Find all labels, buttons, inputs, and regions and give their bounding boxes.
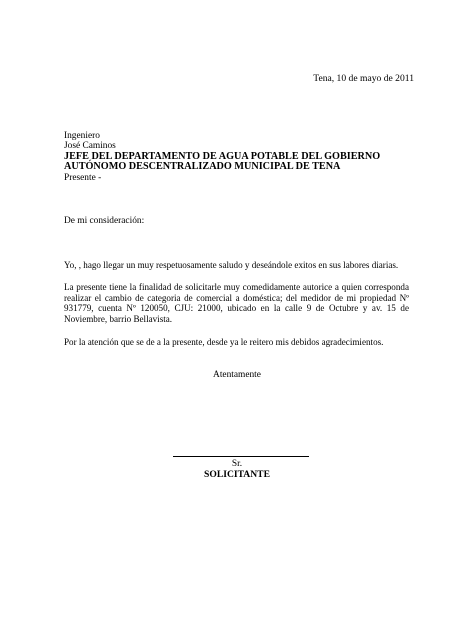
recipient-title-line-1: JEFE DEL DEPARTAMENTO DE AGUA POTABLE DEL GOBIERNO: [64, 150, 381, 162]
letter-date: Tena, 10 de mayo de 2011: [313, 73, 414, 84]
signature-prefix: Sr.: [231, 459, 243, 469]
signature-role: SOLICITANTE: [204, 468, 270, 480]
body-paragraph-2: La presente tiene la finalidad de solicitarle muy comedidamente autorice a quien corresponda realizar el cambio de categoria de comercial a doméstica; del medidor de mi propiedad Nº 931779, cuenta Nº 120050, CJU: 21000, ubicado en la calle 9 de Octubre y av. 15 de Noviembre, barrio Bellavista.: [64, 282, 409, 324]
body-paragraph-3: Por la atención que se de a la presente, desde ya le reitero mis debidos agradecimientos.: [64, 337, 384, 347]
letter-greeting: De mi consideración:: [64, 216, 145, 226]
body-paragraph-1: Yo, , hago llegar un muy respetuosamente saludo y deseándole exitos en sus labores diarias.: [64, 260, 399, 270]
recipient-honorific: Ingeniero: [64, 131, 100, 141]
signature-block: [0, 459, 474, 480]
recipient-presente: Presente -: [64, 172, 102, 183]
letter-closing: Atentamente: [213, 370, 261, 380]
signature-line: [173, 456, 309, 457]
recipient-title-line-2: AUTÓNOMO DESCENTRALIZADO MUNICIPAL DE TENA: [64, 161, 341, 173]
recipient-block: [64, 131, 414, 183]
recipient-name: José Caminos: [64, 141, 116, 152]
